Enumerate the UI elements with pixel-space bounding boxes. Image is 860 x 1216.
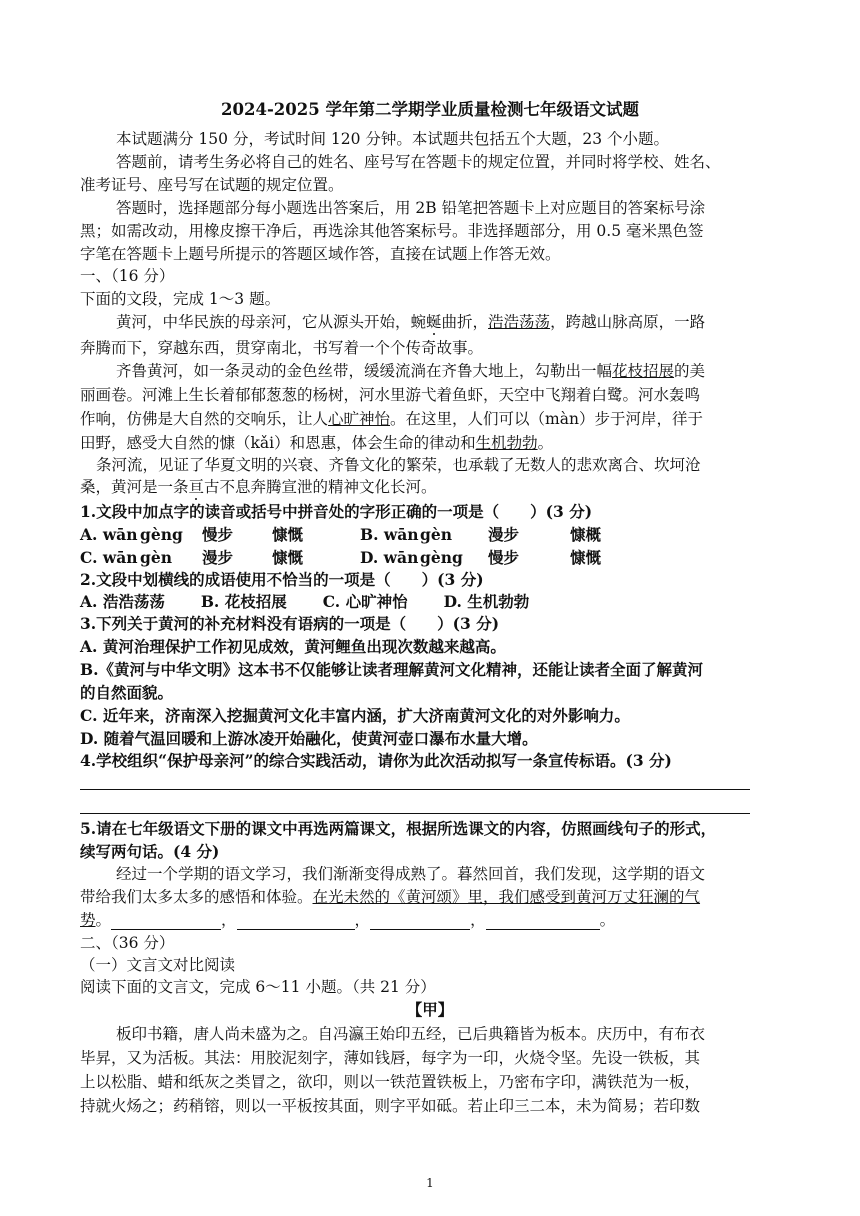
option-cell: B. wān	[360, 525, 419, 544]
option-cell: C. wān	[80, 548, 138, 567]
question-1-options-row	[80, 548, 601, 568]
underlined-sentence: 势	[80, 911, 96, 929]
instruction-line: 准考证号、座号写在试题的规定位置。	[80, 176, 344, 194]
option-cell: 漫步	[202, 548, 234, 567]
answer-line	[80, 813, 750, 814]
question-5-text	[80, 887, 700, 907]
instruction-line: 本试题满分 150 分，考试时间 120 分钟。本试题共包括五个大题，23 个小题。	[116, 130, 670, 148]
passage-line	[116, 312, 705, 332]
section-heading: 一、（16 分）	[80, 267, 175, 285]
option-cell: gèn	[140, 548, 172, 567]
option-cell: 慷慨	[272, 525, 304, 544]
punctuation: ，	[354, 911, 371, 929]
passage-line	[80, 409, 703, 429]
passage-text: 古不息奔腾宣泄的精神文化长河。	[204, 478, 437, 496]
option-cell: 慷概	[570, 525, 602, 544]
passage-text: ，跨越山脉高原，一路	[550, 313, 706, 331]
passage-line	[80, 433, 553, 453]
question-3-option-d: D. 随着气温回暖和上游冰凌开始融化，使黄河壶口瀑布水量大增。	[80, 729, 538, 748]
classical-text-line: 上以松脂、蜡和纸灰之类冒之，欲印，则以一铁范置铁板上，乃密布字印，满铁范为一板，	[80, 1073, 701, 1091]
question-5-text: 经过一个学期的语文学习，我们渐渐变得成熟了。暮然回首，我们发现，这学期的语文	[116, 865, 706, 883]
option-cell: 慢步	[488, 548, 520, 567]
underlined-sentence: 在光未然的《黄河颂》里，我们感受到黄河万丈狂澜的气	[312, 888, 701, 906]
question-5-stem: 5.请在七年级语文下册的课文中再选两篇课文，根据所选课文的内容，仿照画线句子的形式，	[80, 819, 717, 838]
exam-title: 2024-2025 学年第二学期学业质量检测七年级语文试题	[221, 100, 639, 119]
option-cell: gèng	[140, 525, 183, 544]
option-cell: A. wān	[80, 525, 138, 544]
option-a: A. 浩浩荡荡	[80, 592, 165, 611]
passage-text: 齐鲁黄河，如一条灵动的金色丝带，缓缓流淌在齐鲁大地上，勾勒出一幅	[116, 362, 613, 380]
question-5-stem-cont: 续写两句话。(4 分)	[80, 842, 220, 861]
question-3-option-a: A. 黄河治理保护工作初见成效，黄河鲤鱼出现次数越来越高。	[80, 637, 506, 656]
passage-text: 桑，黄河是一条	[80, 478, 189, 496]
classical-text-line: 持就火炀之；药稍镕，则以一平板按其面，则字平如砥。若止印三二本，未为简易；若印数	[80, 1097, 701, 1115]
subsection-heading: （一）文言文对比阅读	[80, 956, 236, 974]
option-c: C. 心旷神怡	[322, 592, 408, 611]
passage-text: 黄河，中华民族的母亲河，它从源头开始，蜿	[116, 313, 427, 331]
section-lead: 下面的文段，完成 1～3 题。	[80, 290, 281, 308]
passage-line: 丽画卷。河滩上生长着郁郁葱葱的杨树，河水里游弋着鱼虾，天空中飞翔着白鹭。河水轰鸣	[80, 386, 701, 404]
punctuation: ，	[470, 911, 486, 929]
question-1-options-row	[80, 525, 601, 545]
classical-text-line: 毕昇，又为活板。其法：用胶泥刻字，薄如钱唇，每字为一印，火烧令坚。先设一铁板，其	[80, 1049, 701, 1067]
page-number: 1	[426, 1176, 434, 1190]
passage-line: 条河流，见证了华夏文明的兴衰、齐鲁文化的繁荣，也承载了无数人的悲欢离合、坎坷沧	[96, 456, 701, 474]
option-d: D. 生机勃勃	[443, 592, 530, 611]
punctuation: 。	[599, 911, 616, 929]
question-3-option-c: C. 近年来，济南深入挖掘黄河文化丰富内涵，扩大济南黄河文化的对外影响力。	[80, 706, 630, 725]
option-cell: 漫步	[488, 525, 520, 544]
fill-blank-1[interactable]	[111, 913, 221, 930]
passage-line	[116, 361, 705, 381]
question-3-stem: 3.下列关于黄河的补充材料没有语病的一项是（ ）(3 分)	[80, 614, 500, 633]
question-5-text-part: 带给我们太多太多的感悟和体验。	[80, 888, 313, 906]
answer-line	[80, 789, 750, 790]
question-3-option-b-cont: 的自然面貌。	[80, 683, 174, 702]
question-3-option-b: B.《黄河与中华文明》这本书不仅能够让读者理解黄河文化精神，还能让读者全面了解黄河	[80, 660, 704, 679]
punctuation: ，	[221, 911, 237, 929]
option-cell: 慷慨	[570, 548, 602, 567]
fill-blank-4[interactable]	[486, 913, 600, 930]
underlined-idiom: 花枝招展	[612, 362, 675, 380]
underlined-idiom: 心旷神怡	[328, 410, 391, 428]
passage-text: 。在这里，人们可以（màn）步于河岸，徉于	[390, 410, 703, 428]
text-label-jia: 【甲】	[406, 1000, 454, 1019]
dotted-char: 亘	[188, 478, 205, 496]
fill-blank-2[interactable]	[237, 913, 355, 930]
instruction-line: 黑；如需改动，用橡皮擦干净后，再选涂其他答案标号。非选择题部分，用 0.5 毫米黑色签	[80, 222, 704, 240]
option-b: B. 花枝招展	[200, 592, 287, 611]
option-cell: D. wān	[360, 548, 419, 567]
classical-text-line: 板印书籍，唐人尚未盛为之。自冯瀛王始印五经，已后典籍皆为板本。庆历中，有布衣	[116, 1025, 706, 1043]
passage-line: 奔腾而下，穿越东西，贯穿南北，书写着一个个传奇故事。	[80, 339, 484, 357]
question-2-stem: 2.文段中划横线的成语使用不恰当的一项是（ ）(3 分)	[80, 570, 484, 589]
question-5-fill-line	[80, 910, 615, 930]
section-heading: 二、（36 分）	[80, 934, 175, 952]
passage-text: 。	[537, 434, 554, 452]
underlined-idiom: 浩浩荡荡	[488, 313, 551, 331]
question-4-stem: 4.学校组织“保护母亲河”的综合实践活动，请你为此次活动拟写一条宣传标语。(3 分)	[80, 751, 672, 770]
instruction-line: 答题前，请考生务必将自己的姓名、座号写在答题卡的规定位置，并同时将学校、姓名、	[116, 153, 721, 171]
option-cell: 慷慨	[272, 548, 304, 567]
dotted-char: 蜒	[426, 313, 442, 331]
section-lead: 阅读下面的文言文，完成 6～11 小题。（共 21 分）	[80, 978, 436, 996]
question-2-options	[80, 592, 529, 612]
instruction-line: 字笔在答题卡上题号所提示的答题区域作答，直接在试题上作答无效。	[80, 245, 561, 263]
question-1-stem: 1.文段中加点字的读音或括号中拼音处的字形正确的一项是（ ）(3 分)	[80, 502, 593, 521]
passage-text: 的美	[674, 362, 706, 380]
option-cell: gèn	[420, 525, 452, 544]
option-cell: gèng	[420, 548, 463, 567]
passage-text: 作响，仿佛是大自然的交响乐，让人	[80, 410, 329, 428]
fill-blank-3[interactable]	[370, 913, 470, 930]
underlined-idiom: 生机勃勃	[475, 434, 538, 452]
passage-text: 曲折，	[441, 313, 489, 331]
instruction-line: 答题时，选择题部分每小题选出答案后，用 2B 铅笔把答题卡上对应题目的答案标号涂	[116, 199, 706, 217]
passage-text: 田野，感受大自然的慷（kǎi）和恩惠，体会生命的律动和	[80, 434, 476, 452]
punctuation: 。	[95, 911, 112, 929]
option-cell: 慢步	[202, 525, 234, 544]
passage-line	[80, 477, 437, 497]
